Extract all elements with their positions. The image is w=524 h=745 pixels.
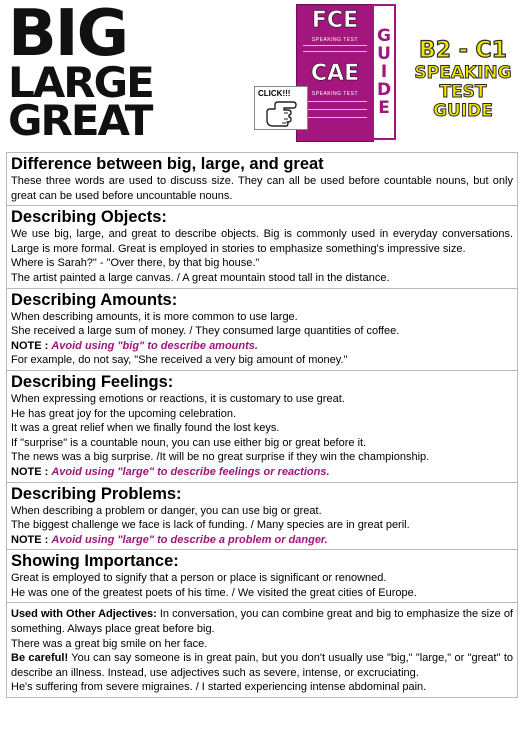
click-button[interactable] [254, 86, 308, 130]
note-label: NOTE : [11, 339, 49, 352]
cover-line [303, 45, 367, 46]
section-text: When describing a problem or danger, you can use big or great. [11, 504, 322, 517]
example-text: The biggest challenge we face is lack of funding. / Many species are in great peril. [11, 519, 410, 532]
section-other-adjectives [6, 603, 518, 698]
note [11, 533, 513, 548]
spine-letter: G [377, 26, 391, 46]
guide-book-image[interactable] [254, 4, 396, 142]
example-text: There was a great big smile on her face. [11, 637, 208, 650]
cover-title-fce: FCE [311, 8, 359, 33]
note-label: NOTE : [11, 465, 49, 478]
section-text: We use big, large, and great to describe objects. Big is commonly used in everyday conversations. Large is more formal. Great is employed in stories to emphasize something's impressive size. [11, 228, 513, 255]
guide-line-speaking: SPEAKING [414, 63, 512, 83]
guide-line-guide: GUIDE [433, 101, 493, 121]
section-text: If "surprise" is a countable noun, you can use either big or great before it. [11, 436, 367, 449]
note [11, 465, 513, 480]
example-text: It was a great relief when we finally found the lost keys. [11, 422, 280, 435]
section-feelings [6, 371, 518, 483]
example-text: He's suffering from severe migraines. / I started experiencing intense abdominal pain. [11, 681, 427, 694]
section-title: Describing Problems: [11, 484, 182, 503]
cover-subtitle-bottom: SPEAKING TEST [311, 91, 359, 97]
content [6, 152, 518, 698]
section-title: Showing Importance: [11, 552, 179, 571]
example-text: He has great joy for the upcoming celebration. [11, 407, 237, 420]
example-text: He was one of the greatest poets of his time. / We visited the great cities of Europe. [11, 586, 417, 599]
note-text: Avoid using "big" to describe amounts. [51, 339, 258, 352]
note-label: NOTE : [11, 533, 49, 546]
section-title: Describing Objects: [11, 208, 167, 227]
spine-letter: E [378, 98, 390, 118]
spine-letter: U [377, 44, 391, 64]
section-text: These three words are used to discuss size. They can all be used before countable nouns, but only great can be used before uncountable nouns. [11, 175, 513, 202]
example-text: Where is Sarah?" - "Over there, by that big house." [11, 257, 260, 270]
cover-line [303, 101, 367, 102]
guide-line-test: TEST [439, 82, 487, 102]
level-text: B2 - C1 [419, 38, 507, 63]
cover-line [303, 109, 367, 110]
cover-title-cae: CAE [310, 61, 360, 86]
text-other-adjectives: In conversation, you can combine great and big to emphasize the size of something. Always place great before big. [11, 608, 513, 636]
section-title: Describing Amounts: [11, 290, 178, 309]
hand-pointer-icon [263, 100, 301, 128]
title-large: LARGE [8, 58, 153, 108]
cover-subtitle-top: SPEAKING TEST [311, 37, 359, 43]
section-objects [6, 206, 518, 288]
section-title: Difference between big, large, and great [11, 155, 324, 173]
spine-letter: D [376, 80, 392, 100]
example-text: The artist painted a large canvas. / A great mountain stood tall in the distance. [11, 271, 390, 284]
section-text: Great is employed to signify that a person or place is significant or renowned. [11, 572, 387, 585]
section-text [11, 651, 513, 680]
level-badge [402, 38, 524, 121]
cover-line [303, 117, 367, 118]
header [0, 0, 524, 150]
title-words [8, 0, 168, 146]
spine-letter: I [380, 62, 388, 82]
section-text: When describing amounts, it is more common to use large. [11, 310, 298, 323]
title-great: GREAT [8, 96, 152, 146]
section-problems [6, 483, 518, 551]
cover-line [303, 51, 367, 52]
example-text: For example, do not say, "She received a very big amount of money." [11, 354, 348, 367]
section-text [11, 607, 513, 636]
title-big: BIG [8, 0, 128, 71]
section-title: Describing Feelings: [11, 372, 174, 391]
note-text: Avoid using "large" to describe feelings or reactions. [51, 465, 330, 478]
section-text: When expressing emotions or reactions, it is customary to use great. [11, 392, 345, 405]
section-amounts [6, 289, 518, 371]
click-label: CLICK!!! [258, 89, 291, 98]
book-spine [372, 4, 396, 140]
example-text: The news was a big surprise. /It will be no great surprise if they win the championship. [11, 451, 430, 464]
section-importance [6, 550, 518, 603]
lead-other-adjectives: Used with Other Adjectives: [11, 608, 157, 621]
lead-be-careful: Be careful! [11, 652, 69, 665]
example-text: She received a large sum of money. / They consumed large quantities of coffee. [11, 325, 400, 338]
note-text: Avoid using "large" to describe a problem or danger. [51, 533, 328, 546]
text-be-careful: You can say someone is in great pain, but you don't usually use "big," "large," or "great" to describe an illness. Instead, use adjectives such as severe, intense, or excruciating. [11, 652, 513, 679]
section-difference [6, 152, 518, 206]
note [11, 339, 513, 354]
